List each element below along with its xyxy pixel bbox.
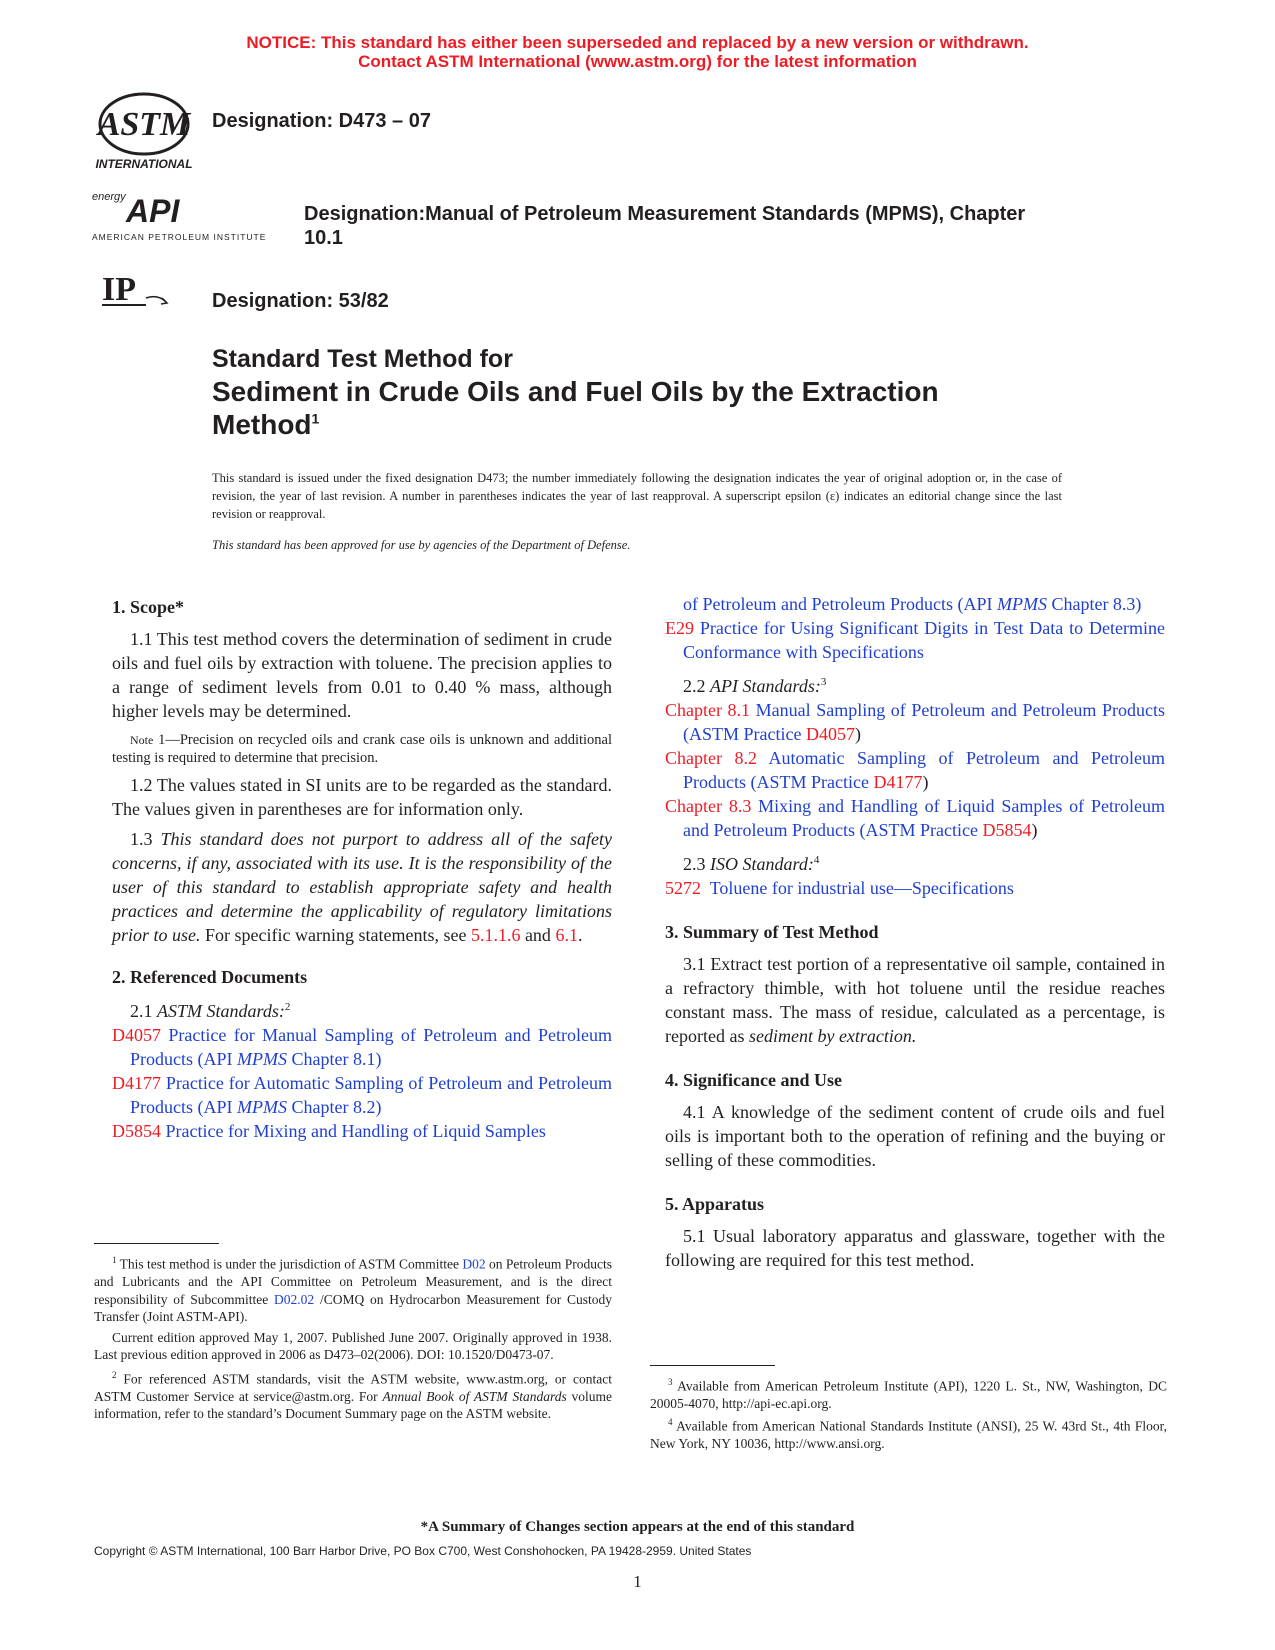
api-logo-graphic [92,186,292,242]
footnote-2 [94,1367,612,1423]
astm-logo-subtext: INTERNATIONAL [95,157,193,171]
link-d02-02[interactable]: D02.02 [274,1291,315,1307]
api-logo [92,186,292,242]
ref-title-e29[interactable]: Practice for Using Significant Digits in Test Data to Determine Conformance with Specifications [683,618,1165,662]
ref-d4177 [112,1071,612,1119]
footnote-rule-right [650,1365,775,1366]
fn2-text-b: volume information, refer to the standard’s Document Summary page on the ASTM website. [94,1388,613,1421]
ref-d5854-cont-title[interactable] [683,594,1141,614]
page-number: 1 [633,1572,642,1591]
note-1 [112,731,612,767]
right-column [665,592,1165,1272]
ref-code-5272[interactable]: 5272 [665,878,701,898]
para-3-1 [665,952,1165,1048]
copyright-line: Copyright © ASTM International, 100 Barr Harbor Drive, PO Box C700, West Conshohocken, PA 19428-2959. United States [94,1544,752,1558]
api-logo-subtext: AMERICAN PETROLEUM INSTITUTE [92,232,267,242]
fn-ref-2: 2 [284,1001,291,1013]
ref-mpms-d4177: MPMS [237,1097,287,1117]
para-2-2-number: 2.2 [683,676,706,696]
ref-title-5272[interactable]: Toluene for industrial use—Specifications [701,878,1014,898]
astm-logo-text: ASTM [97,106,191,143]
period: . [577,925,583,945]
api-designation-line-1: Designation:Manual of Petroleum Measurement Standards (MPMS), Chapter [304,203,1026,225]
ref-d5854-continued [665,592,1165,616]
fn4-text: Available from American National Standards Institute (ANSI), 25 W. 43rd St., 4th Floor, New York, NY 10036, http://www.ansi.org. [650,1418,1167,1451]
astm-logo-graphic [92,86,200,172]
ref-d5854-cont-b: Chapter 8.3) [1046,594,1142,614]
ref-d5854-cont-a: of Petroleum and Petroleum Products (API [683,594,997,614]
left-column [112,595,612,1143]
para-2-3-number: 2.3 [683,854,706,874]
api-logo-text: API [126,193,180,229]
ref-d5854-cont-mpms: MPMS [996,594,1047,614]
ref-iso-5272 [665,876,1165,900]
ref-d4057 [112,1023,612,1071]
ref-tail-chapter-8-1: ) [854,724,861,744]
footnote-1 [94,1252,612,1326]
para-1-2: 1.2 The values stated in SI units are to be regarded as the standard. The values given in parentheses are for information only. [112,775,612,819]
safety-statement: This standard does not purport to address all of the safety concerns, if any, associated with its use. It is the responsibility of the user of this standard to establish appropriate safety and health practices and determine the applicability of regulatory limitations prior to use. [112,829,612,945]
fn3-marker: 3 [668,1377,673,1387]
ref-tail-d4177: Chapter 8.2) [286,1097,382,1117]
fn1-marker: 1 [112,1255,117,1265]
ref-title-d5854[interactable]: Practice for Mixing and Handling of Liquid Samples [161,1121,546,1141]
note-1-text: Precision on recycled oils and crank case oils is unknown and additional testing is required to determine that precision. [112,732,612,766]
footnote-1-edition: Current edition approved May 1, 2007. Published June 2007. Originally approved in 1938. Last previous edition approved in 2006 as D473–02(2006). DOI: 10.1520/D0473-07. [94,1329,612,1362]
para-2-1 [112,995,612,1023]
document-title [212,375,1012,441]
ref-code-chapter-8-3[interactable]: Chapter 8.3 [665,796,752,816]
title-line-1: Standard Test Method for [212,345,513,373]
ref-tail-chapter-8-3: ) [1031,820,1038,840]
ref-title-d4057[interactable] [130,1025,612,1069]
ref-chapter-8-1 [665,698,1165,746]
summary-of-changes-note: *A Summary of Changes section appears at the end of this standard [420,1519,855,1535]
footnote-rule-left [94,1243,219,1244]
fn4-marker: 4 [668,1416,673,1427]
ref-d5854 [112,1119,612,1143]
section-2-heading: 2. Referenced Documents [112,967,308,987]
ref-code-d5854[interactable]: D5854 [112,1121,161,1141]
ref-title-d4177-text: Practice for Automatic Sampling of Petroleum and Petroleum Products (API [130,1073,612,1117]
ref-link-chapter-8-2[interactable]: D4177 [873,772,923,792]
ref-code-d4057[interactable]: D4057 [112,1025,161,1045]
link-d02[interactable]: D02 [462,1256,486,1272]
api-designation [304,202,1134,250]
section-3-heading: 3. Summary of Test Method [665,922,879,942]
astm-designation: Designation: D473 – 07 [212,110,431,132]
section-4-heading: 4. Significance and Use [665,1070,843,1090]
ref-title-chapter-8-1[interactable]: Manual Sampling of Petroleum and Petroleum Products (ASTM Practice [683,700,1165,744]
para-2-2 [665,670,1165,698]
para-5-1: 5.1 Usual laboratory apparatus and glassware, together with the following are required for this test method. [665,1226,1165,1270]
para-2-1-number: 2.1 [130,1001,153,1021]
astm-logo [92,86,200,172]
para-3-1-italic: sediment by extraction. [748,1026,917,1046]
ref-chapter-8-2 [665,746,1165,794]
para-1-3 [112,827,612,947]
para-3-1-text: 3.1 Extract test portion of a representative oil sample, contained in a refractory thimble, with hot toluene until the residue reaches constant mass. The mass of residue, calculated as a percentage, is reported as [665,954,1165,1046]
ref-link-chapter-8-3[interactable]: D5854 [982,820,1032,840]
section-5-heading: 5. Apparatus [665,1194,765,1214]
ref-tail-chapter-8-2: ) [922,772,929,792]
note-1-number: 1— [158,732,180,748]
ref-code-chapter-8-1[interactable]: Chapter 8.1 [665,700,751,720]
ref-code-e29[interactable]: E29 [665,618,694,638]
ip-designation: Designation: 53/82 [212,290,389,312]
withdrawal-notice [0,33,1275,71]
ip-logo-graphic [100,268,180,312]
ref-code-chapter-8-2[interactable]: Chapter 8.2 [665,748,757,768]
ref-title-chapter-8-3[interactable]: Mixing and Handling of Liquid Samples of Petroleum and Petroleum Products (ASTM Practice [683,796,1165,840]
ref-mpms-d4057: MPMS [237,1049,287,1069]
ref-e29 [665,616,1165,664]
title-footnote-ref: 1 [311,410,320,427]
astm-standards-label: ASTM Standards: [157,1001,285,1021]
footnotes-right [650,1374,1167,1452]
para-1-1: 1.1 This test method covers the determination of sediment in crude oils and fuel oils by extraction with toluene. The precision applies to a range of sediment levels from 0.01 to 0.40 % mass, although higher levels may be determined. [112,629,612,721]
ref-link-chapter-8-1[interactable]: D4057 [805,724,855,744]
para-4-1: 4.1 A knowledge of the sediment content of crude oils and fuel oils is important both to the operation of refining and the buying or selling of these commodities. [665,1102,1165,1170]
ip-logo-text: IP [102,271,136,308]
footnotes-left [94,1252,612,1423]
dod-approval-statement: This standard has been approved for use by agencies of the Department of Defense. [212,538,631,552]
section-1-heading: 1. Scope* [112,597,184,617]
fn2-text-a: For referenced ASTM standards, visit the ASTM website, www.astm.org, or contact ASTM Customer Service at service@astm.org. For [94,1371,612,1404]
fn1-text-b: on Petroleum Products and Lubricants and the API Committee on Petroleum Measurement, and is the direct responsibility of Subcommittee [94,1256,612,1307]
footnote-4 [650,1414,1167,1453]
and-text: and [520,925,556,945]
para-1-3-tail: For specific warning statements, see [200,925,471,945]
para-2-3 [665,848,1165,876]
fn-ref-4: 4 [813,854,820,866]
ref-title-chapter-8-2[interactable]: Automatic Sampling of Petroleum and Petroleum Products (ASTM Practice [683,748,1166,792]
fn2-italic: Annual Book of ASTM Standards [382,1388,567,1404]
footnote-3 [650,1374,1167,1413]
para-1-3-number: 1.3 [130,829,153,849]
iso-standard-label: ISO Standard: [710,854,814,874]
fn-ref-3: 3 [820,676,827,688]
api-energy-text: energy [92,191,126,203]
ip-logo [100,268,180,312]
ref-title-d4057-text: Practice for Manual Sampling of Petroleum and Petroleum Products (API [130,1025,612,1069]
ref-chapter-8-3 [665,794,1165,842]
fn1-text-c: /COMQ on Hydrocarbon Measurement for Custody Transfer (Joint ASTM-API). [94,1291,612,1324]
link-5-1-1-6[interactable]: 5.1.1.6 [470,925,521,945]
notice-line-1: NOTICE: This standard has either been superseded and replaced by a new version or withdrawn. [246,33,1029,52]
fn3-text: Available from American Petroleum Institute (API), 1220 L. St., NW, Washington, DC 20005-4070, http://api-ec.api.org. [650,1378,1167,1411]
title-line-3: Method [212,409,312,440]
issued-statement: This standard is issued under the fixed designation D473; the number immediately following the designation indicates the year of original adoption or, in the case of revision, the year of last revision. A number in parentheses indicates the year of last reapproval. A superscript epsilon (ε) indicates an editorial change since the last revision or reapproval. [212,471,1062,521]
ref-tail-d4057: Chapter 8.1) [286,1049,382,1069]
note-1-label: Note [130,733,154,747]
fn2-marker: 2 [112,1369,117,1380]
ref-code-d4177[interactable]: D4177 [112,1073,161,1093]
notice-line-2: Contact ASTM International (www.astm.org) for the latest information [358,52,917,71]
api-standards-label: API Standards: [710,676,821,696]
title-line-2: Sediment in Crude Oils and Fuel Oils by the Extraction [212,376,939,407]
ref-title-d4177[interactable] [130,1073,612,1117]
api-designation-line-2: 10.1 [304,227,343,249]
link-6-1[interactable]: 6.1 [555,925,578,945]
fn1-text-a: This test method is under the jurisdiction of ASTM Committee [116,1256,463,1272]
